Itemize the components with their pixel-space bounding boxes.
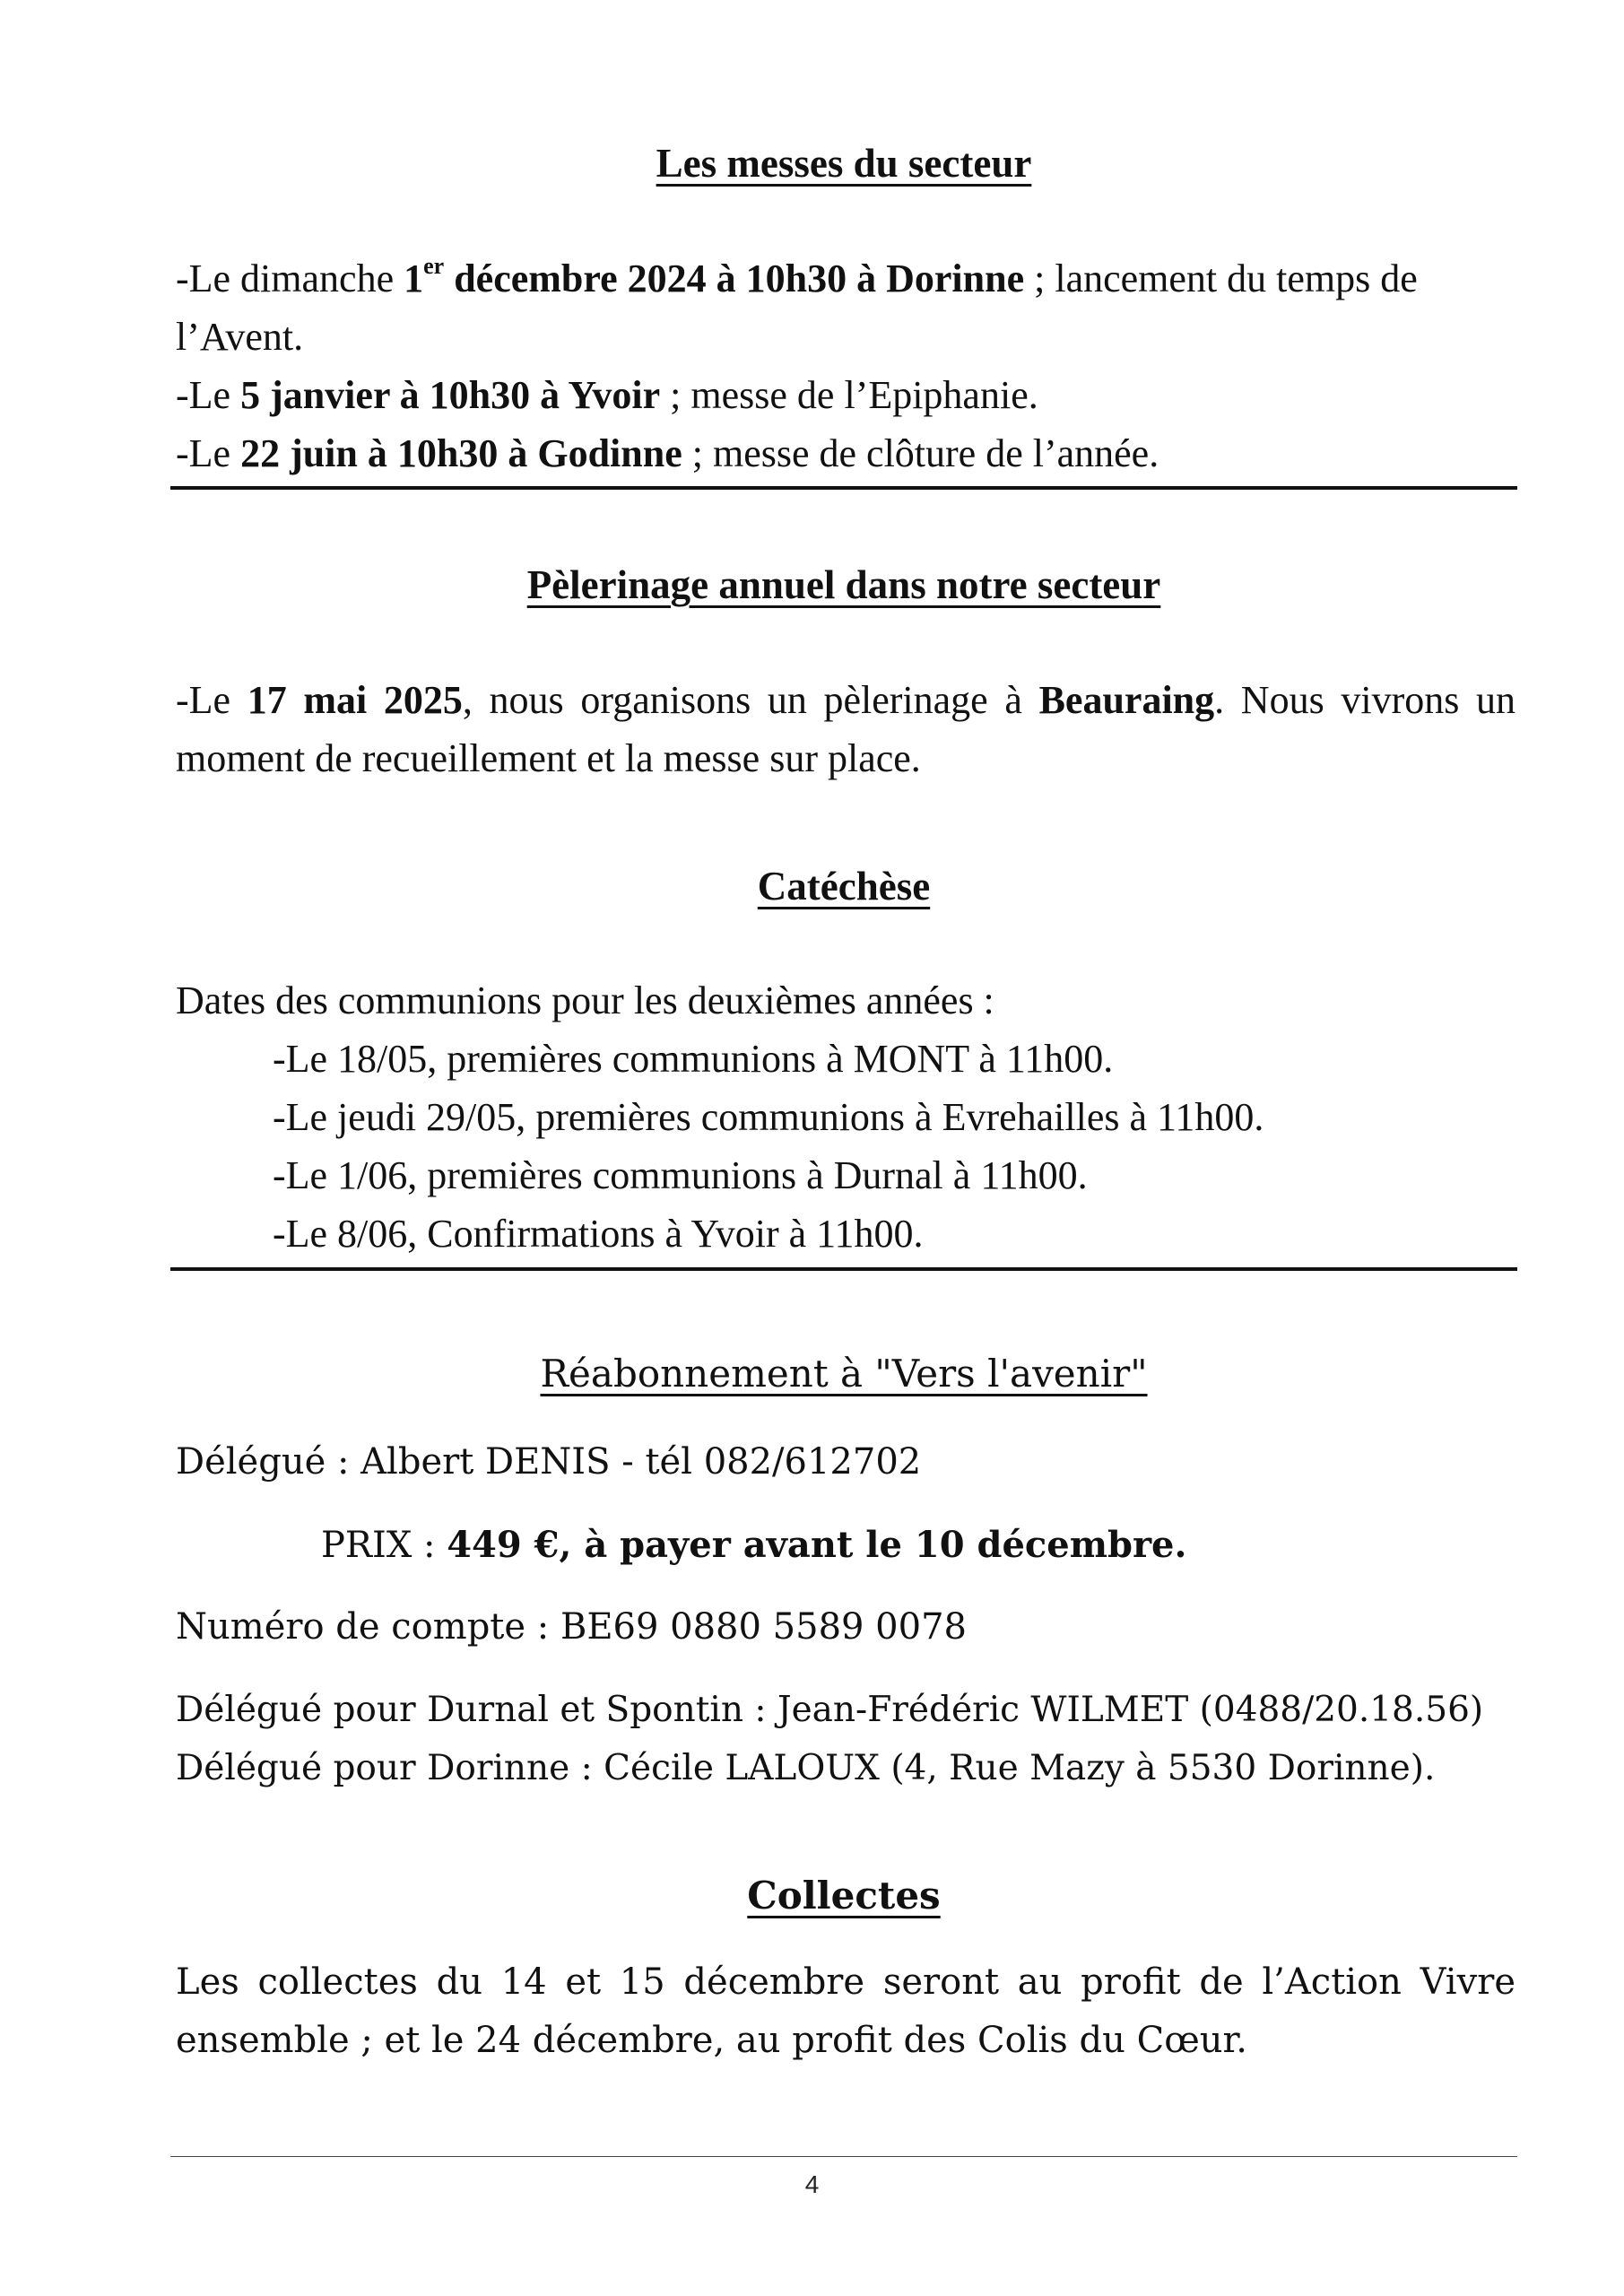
pelerinage-text (176, 671, 1515, 787)
text-run: -Le (176, 431, 241, 475)
text-run: ; lancement du temps de l’Avent. (176, 257, 1418, 359)
list-item: -Le 1/06, premières communions à Durnal à 11h00. (273, 1153, 1088, 1197)
reabonnement-delegue-durnal: Délégué pour Durnal et Spontin : Jean-Frédéric WILMET (0488/20.18.56) (176, 1690, 1484, 1730)
text-run-superscript: er (423, 253, 445, 279)
section-title-pelerinage: Pèlerinage annuel dans notre secteur (526, 562, 1161, 607)
text-run-bold: 17 mai 2025 (247, 678, 463, 722)
section-title-reabonnement: Réabonnement à "Vers l'avenir" (540, 1352, 1148, 1396)
list-item: -Le 8/06, Confirmations à Yvoir à 11h00. (273, 1212, 924, 1256)
section-divider (170, 486, 1517, 490)
reabonnement-prix (321, 1516, 1514, 1575)
messes-list (176, 249, 1515, 483)
list-item: -Le 18/05, premières communions à MONT à 11h00. (273, 1037, 1114, 1081)
text-run-bold: Beauraing (1038, 678, 1215, 722)
reabonnement-delegue: Délégué : Albert DENIS - tél 082/612702 (176, 1441, 922, 1483)
page-number: 4 (804, 2170, 820, 2198)
text-run-bold: 5 janvier à 10h30 à Yvoir (240, 373, 661, 417)
text-run: ; messe de clôture de l’année. (682, 431, 1159, 475)
footer-divider (170, 2156, 1517, 2157)
catechese-list (176, 971, 1515, 1263)
collectes-text: Les collectes du 14 et 15 décembre seront au profit de l’Action Vivre ensemble ; et le 24 décembre, au profit des Colis du Cœur. (176, 1961, 1515, 2061)
messes-item-1 (176, 249, 1515, 366)
text-run-bold: décembre 2024 à 10h30 à Dorinne (444, 257, 1025, 300)
text-run-bold: 1 (404, 257, 424, 300)
list-item: -Le jeudi 29/05, premières communions à Evrehailles à 11h00. (273, 1095, 1264, 1139)
reabonnement-delegue-dorinne: Délégué pour Dorinne : Cécile LALOUX (4, Rue Mazy à 5530 Dorinne). (176, 1748, 1436, 1788)
text-run: , nous organisons un pèlerinage à (462, 678, 1039, 722)
catechese-intro: Dates des communions pour les deuxièmes années : (176, 978, 994, 1022)
section-title-catechese: Catéchèse (757, 864, 931, 909)
text-run: ; messe de l’Epiphanie. (660, 373, 1038, 417)
text-run: -Le dimanche (176, 257, 404, 300)
messes-item-2 (176, 366, 1515, 424)
text-run: . Nous vivrons un moment de recueillement et la messe sur place. (176, 678, 1515, 780)
text-run-bold: 449 €, à payer avant le 10 décembre. (447, 1524, 1187, 1566)
section-title-messes: Les messes du secteur (656, 141, 1032, 186)
section-title-collectes: Collectes (747, 1874, 941, 1918)
section-divider (170, 1267, 1517, 1271)
text-run: PRIX : (321, 1525, 447, 1566)
messes-item-3 (176, 424, 1515, 483)
text-run: -Le (176, 678, 248, 722)
text-run-bold: 22 juin à 10h30 à Godinne (240, 431, 682, 475)
text-run: -Le (176, 373, 241, 417)
reabonnement-compte: Numéro de compte : BE69 0880 5589 0078 (176, 1606, 967, 1648)
